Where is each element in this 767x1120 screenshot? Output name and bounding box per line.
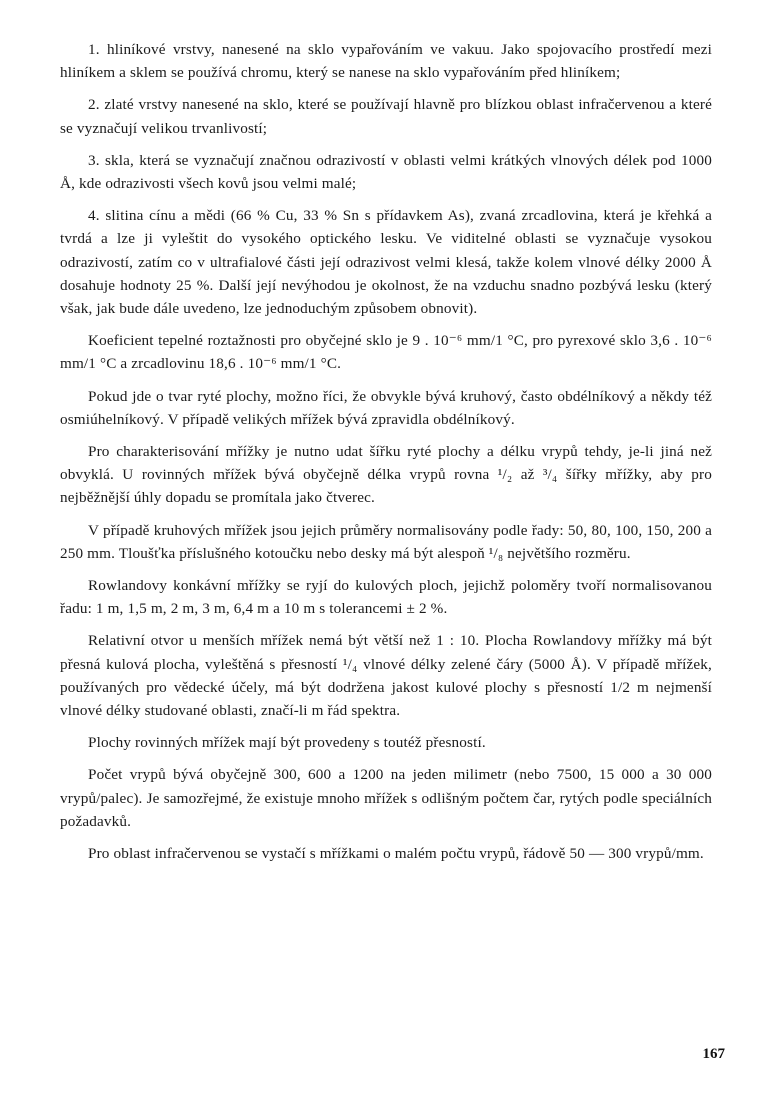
paragraph-groove-count: Počet vrypů bývá obyčejně 300, 600 a 1200 na jeden milimetr (nebo 7500, 15 000 a 30 000 vrypů/palec). Je samozřejmé, že existuje mnoho mřížek s odlišným počtem čar, rytých podle speciálních požadavků. — [60, 766, 712, 830]
paragraph-grating-characterization: Pro charakterisování mřížky je nutno udat šířku ryté plochy a délku vrypů tehdy, je-li jiná než obvyklá. U rovinných mřížek bývá obyčejně délka vrypů rovna ¹/₂ až ³/₄ šířky mřížky, aby pro nejběžnější úhly dopadu se promítala jako čtverec. — [60, 443, 712, 507]
page-number: 167 — [702, 1046, 725, 1062]
paragraph-plane-gratings: Plochy rovinných mřížek mají být provedeny s toutéž přesností. — [88, 734, 486, 752]
paragraph-ruled-area-shape: Pokud jde o tvar ryté plochy, možno říci, že obvykle bývá kruhový, často obdélníkový a někdy též osmiúhelníkový. V případě velikých mřížek bývá zpravidla obdélníkový. — [60, 387, 712, 428]
paragraph-item-3-glass: 3. skla, která se vyznačují značnou odrazivostí v oblasti velmi krátkých vlnových délek pod 1000 Å, kde odrazivosti všech kovů jsou velmi malé; — [60, 151, 712, 193]
paragraph-relative-aperture: Relativní otvor u menších mřížek nemá být větší než 1 : 10. Plocha Rowlandovy mřížky má být přesná kulová plocha, vyleštěná s přesností ¹/₄ vlnové délky zelené čáry (5000 Å). V případě mřížek, používaných pro vědecké účely, má být dodržena jakost kulové plochy s přesností 1/2 m nejmenší vlnové délky studované oblasti, značí-li m řád spektra. — [60, 632, 712, 720]
page-body — [60, 38, 712, 874]
paragraph-item-4-speculum: 4. slitina cínu a mědi (66 % Cu, 33 % Sn s přídavkem As), zvaná zrcadlovina, která je křehká a tvrdá a lze ji vyleštit do vysokého optického lesku. Ve viditelné oblasti se vyznačuje vysokou odrazivostí, zatím co v ultrafialové části její odrazivost velmi klesá, takže kolem vlnové délky 2000 Å dosahuje hodnoty 25 %. Další její nevýhodou je okolnost, že na vzduchu snadno pozbývá lesku (který však, jak bude dále uvedeno, lze jednoduchým způsobem obnovit). — [60, 207, 712, 318]
paragraph-rowland-radii: Rowlandovy konkávní mřížky se ryjí do kulových ploch, jejichž poloměry tvoří normalisovanou řadu: 1 m, 1,5 m, 2 m, 3 m, 6,4 m a 10 m s tolerancemi ± 2 %. — [60, 577, 712, 618]
paragraph-item-1-aluminium-layers: 1. hliníkové vrstvy, nanesené na sklo vypařováním ve vakuu. Jako spojovacího prostředí mezi hliníkem a sklem se používá chromu, který se nanese na sklo vypařováním před hliníkem; — [60, 41, 712, 82]
paragraph-circular-gratings: V případě kruhových mřížek jsou jejich průměry normalisovány podle řady: 50, 80, 100, 150, 200 a 250 mm. Tloušťka příslušného kotoučku nebo desky má být alespoň ¹/₈ největšího rozměru. — [60, 521, 712, 562]
paragraph-infrared: Pro oblast infračervenou se vystačí s mřížkami o malém počtu vrypů, řádově 50 — 300 vrypů/mm. — [88, 845, 704, 863]
paragraph-item-2-gold-layers: 2. zlaté vrstvy nanesené na sklo, které se používají hlavně pro blízkou oblast infračervenou a které se vyznačují velikou trvanlivostí; — [60, 96, 712, 137]
paragraph-thermal-expansion: Koeficient tepelné roztažnosti pro obyčejné sklo je 9 . 10⁻⁶ mm/1 °C, pro pyrexové sklo 3,6 . 10⁻⁶ mm/1 °C a zrcadlovinu 18,6 . 10⁻⁶ mm/1 °C. — [60, 332, 712, 373]
